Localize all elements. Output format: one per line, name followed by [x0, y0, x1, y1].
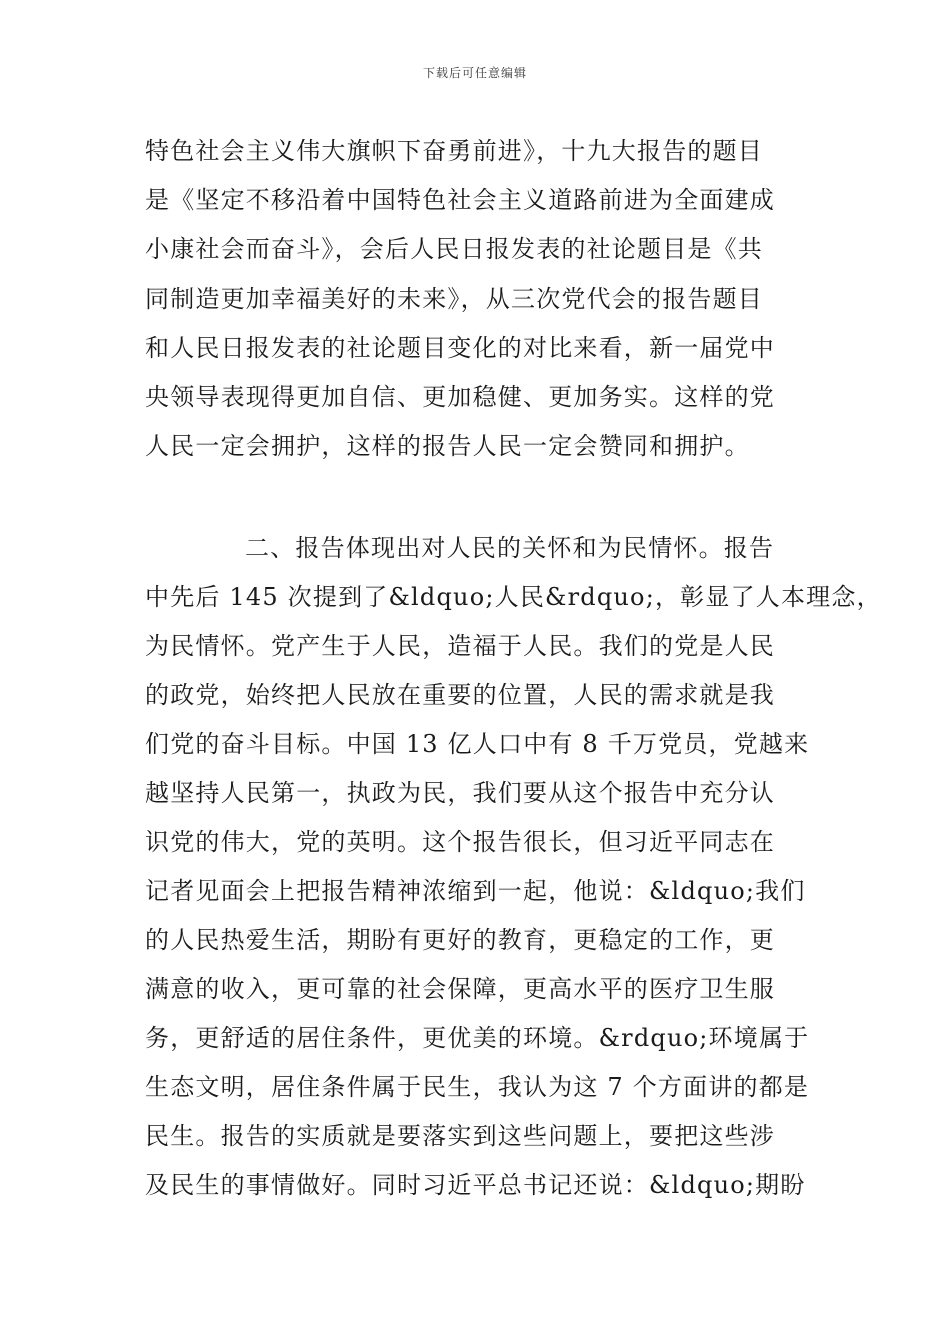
text-line: 识党的伟大，党的英明。这个报告很长，但习近平同志在	[145, 828, 775, 856]
text-line: 生态文明，居住条件属于民生，我认为这 7 个方面讲的都是	[145, 1073, 810, 1101]
text-line: 二、报告体现出对人民的关怀和为民情怀。报告	[245, 534, 775, 562]
text-line: 的政党，始终把人民放在重要的位置，人民的需求就是我	[145, 681, 775, 709]
text-line: 满意的收入，更可靠的社会保障，更高水平的医疗卫生服	[145, 975, 775, 1003]
text-line: 民生。报告的实质就是要落实到这些问题上，要把这些涉	[145, 1122, 775, 1150]
text-line: 人民一定会拥护，这样的报告人民一定会赞同和拥护。	[145, 432, 750, 460]
text-line: 们党的奋斗目标。中国 13 亿人口中有 8 千万党员，党越来	[145, 730, 810, 758]
text-line: 特色社会主义伟大旗帜下奋勇前进》，十九大报告的题目	[145, 137, 763, 165]
page-header: 下载后可任意编辑	[422, 66, 527, 80]
text-line: 及民生的事情做好。同时习近平总书记还说：&ldquo;期盼	[145, 1171, 806, 1199]
text-line: 务，更舒适的居住条件，更优美的环境。&rdquo;环境属于	[145, 1024, 810, 1052]
text-line: 小康社会而奋斗》，会后人民日报发表的社论题目是《共	[145, 235, 763, 263]
text-line: 同制造更加幸福美好的未来》，从三次党代会的报告题目	[145, 285, 763, 313]
text-line: 是《坚定不移沿着中国特色社会主义道路前进为全面建成	[145, 186, 775, 214]
text-line: 和人民日报发表的社论题目变化的对比来看，新一届党中	[145, 334, 775, 362]
text-line: 央领导表现得更加自信、更加稳健、更加务实。这样的党	[145, 383, 775, 411]
text-line: 中先后 145 次提到了&ldquo;人民&rdquo;，彰显了人本理念，	[145, 583, 882, 611]
text-line: 记者见面会上把报告精神浓缩到一起，他说：&ldquo;我们	[145, 877, 806, 905]
text-line: 为民情怀。党产生于人民，造福于人民。我们的党是人民	[145, 632, 775, 660]
text-line: 的人民热爱生活，期盼有更好的教育，更稳定的工作，更	[145, 926, 775, 954]
text-line: 越坚持人民第一，执政为民，我们要从这个报告中充分认	[145, 779, 775, 807]
